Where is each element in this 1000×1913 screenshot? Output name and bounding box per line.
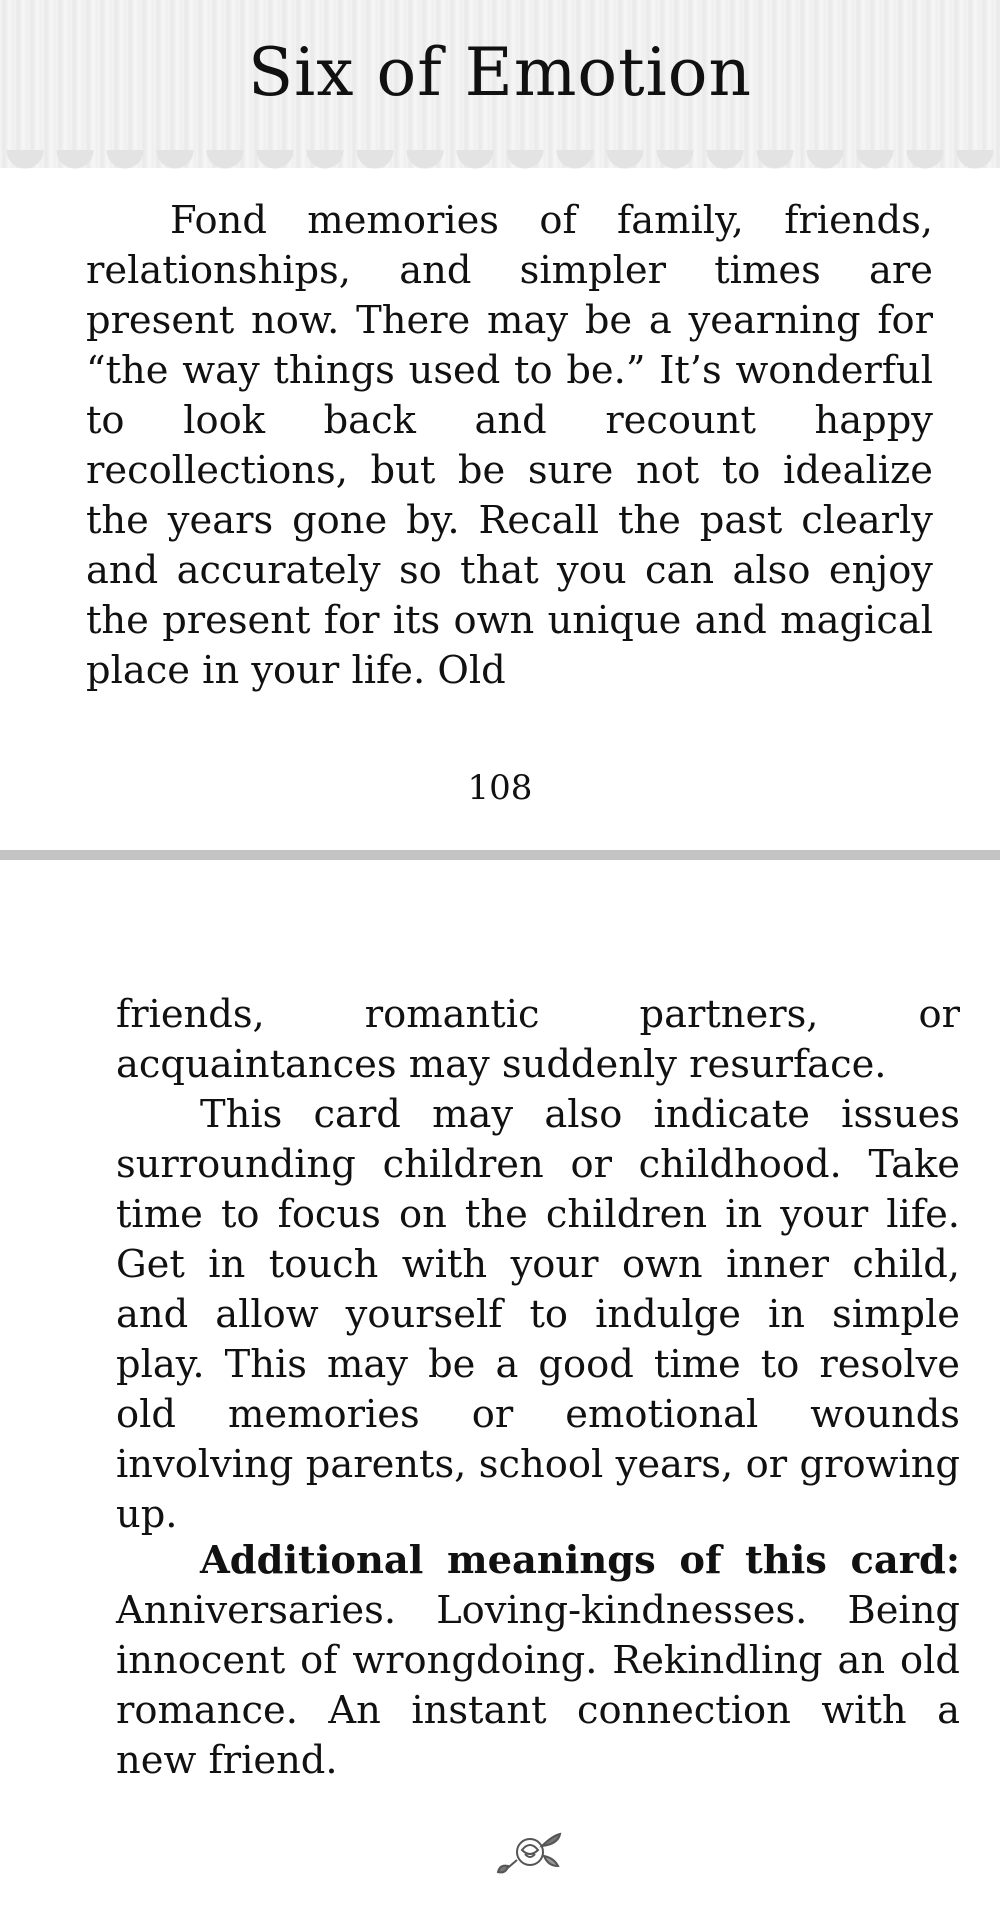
page-number: 108 [467,768,533,808]
paragraph-1 [86,196,933,696]
paragraph-1-text: Fond memories of family, friends, relationships, and simpler times are present now. There may be a yearning for “the way things used to be.” It’s wonderful to look back and recount happy recollections, but be sure not to idealize the years gone by. Recall the past clearly and accurately so that you can also enjoy the present for its own unique and magical place in your life. Old [86,198,933,693]
paragraph-continued: friends, romantic partners, or acquaintances may suddenly resurface. [116,992,960,1087]
additional-meanings-label: Additional meanings of this card: [200,1538,960,1583]
additional-meanings-paragraph [116,1536,960,1786]
paragraph-2: This card may also indicate issues surrounding children or childhood. Take time to focus on the children in your life. Get in touch with your own inner child, and allow yourself to indulge in simple play. This may be a good time to resolve old memories or emotional wounds involving parents, school years, or growing up. [116,1092,960,1537]
top-page [0,0,1000,850]
rose-ornament-icon [494,1824,574,1880]
page-title: Six of Emotion [247,34,753,111]
bottom-page-text [116,990,960,1540]
lace-scallop-decoration [0,150,1000,180]
page-divider [0,850,1000,860]
additional-meanings [116,1536,960,1786]
additional-meanings-text: Anniversaries. Loving-kindnesses. Being innocent of wrongdoing. Rekindling an old romance. An instant connection with a new friend. [116,1588,960,1783]
